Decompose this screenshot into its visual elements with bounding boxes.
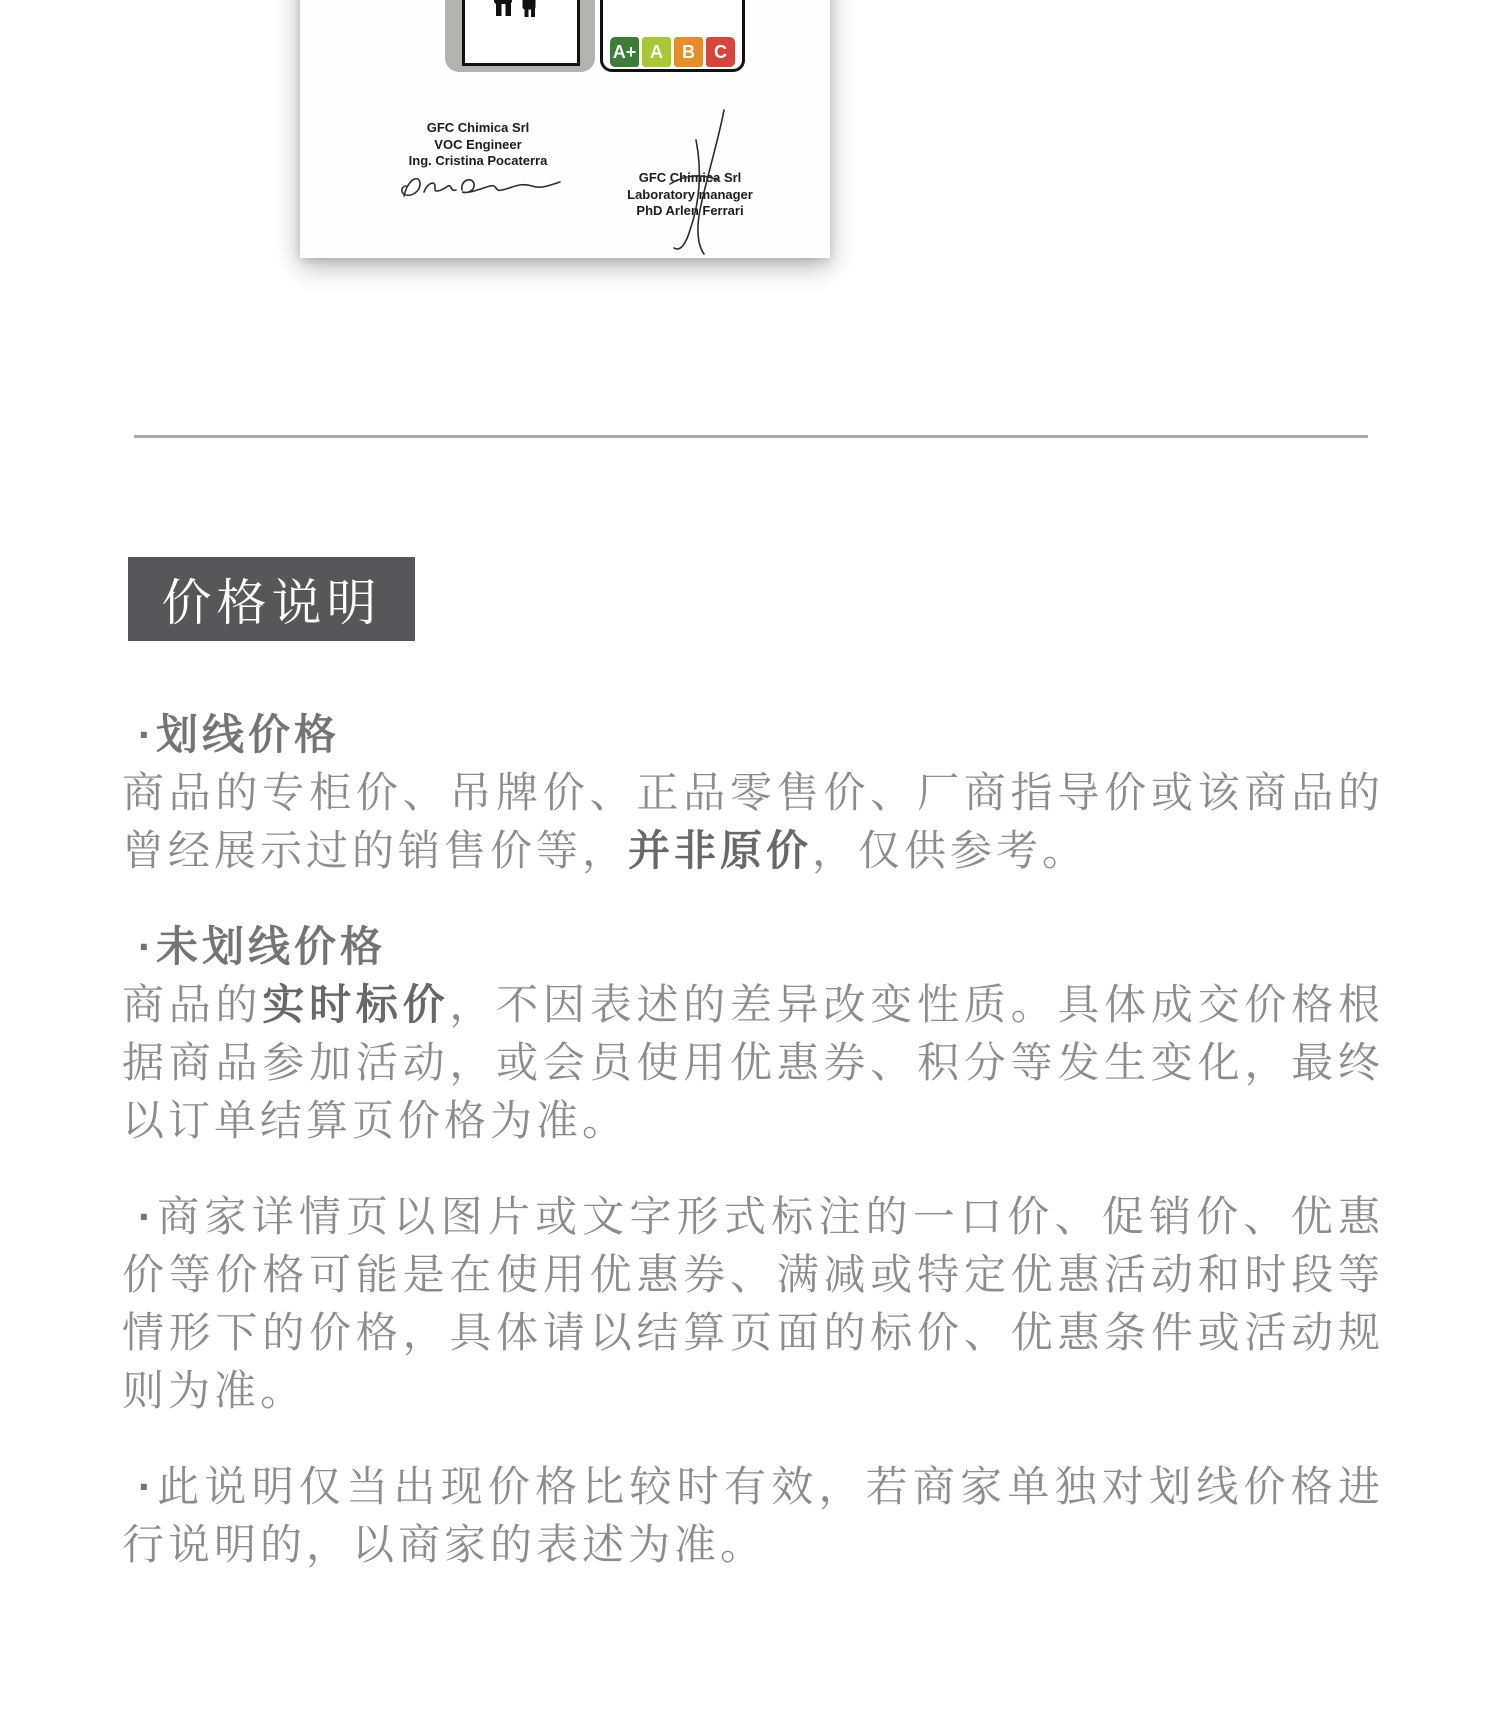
- signatory-company: GFC Chimica Srl: [426, 120, 530, 135]
- signatory-name: PhD Arlen Ferrari: [636, 203, 744, 218]
- emphasized-text: 实时标价: [262, 981, 450, 1028]
- voc-label-pictogram-box: [445, 0, 595, 72]
- section-paragraph: [122, 764, 1384, 880]
- voc-emissions-pictogram-icon: [465, 0, 577, 63]
- section-paragraph: [122, 1458, 1384, 1574]
- signatory-left: [388, 120, 568, 170]
- body-text: ，不因表述的差异改变性质。具体成交价格根据商品参加活动，或会员使用优惠券、积分等发生变化，最终以订单结算页价格为准。: [122, 981, 1384, 1144]
- body-text: 商家详情页以图片或文字形式标注的一口价、促销价、优惠价等价格可能是在使用优惠券、满减或特定优惠活动和时段等情形下的价格，具体请以结算页面的标价、优惠条件或活动规则为准。: [122, 1193, 1384, 1414]
- bullet-dot: ·: [138, 1463, 156, 1510]
- body-text: 商品的: [122, 981, 263, 1028]
- certificate-card: [300, 0, 830, 258]
- section-paragraph: [122, 1188, 1384, 1420]
- section-heading: ·未划线价格: [138, 923, 386, 970]
- voc-scale-cell: A: [642, 37, 671, 67]
- voc-pictogram-frame: [462, 0, 580, 66]
- section-heading: ·划线价格: [138, 711, 340, 758]
- voc-rating-panel: [600, 0, 745, 72]
- section-paragraph: [122, 976, 1384, 1150]
- body-text: 商品的专柜价、吊牌价、正品零售价、厂商指导价或该商品的曾经展示过的销售价等，: [122, 769, 1384, 874]
- signature-right: [640, 106, 770, 258]
- signatory-role: Laboratory manager: [627, 186, 753, 202]
- signatory-name: Ing. Cristina Pocaterra: [408, 153, 548, 168]
- voc-scale-cell: A+: [610, 37, 639, 67]
- price-sections: [122, 706, 1384, 1612]
- voc-scale-cell: B: [674, 37, 703, 67]
- body-text: ，仅供参考。: [812, 827, 1089, 874]
- bullet-dot: ·: [138, 1193, 156, 1240]
- body-text: 此说明仅当出现价格比较时有效，若商家单独对划线价格进行说明的，以商家的表述为准。: [122, 1463, 1384, 1568]
- price-notice-title: 价格说明: [128, 557, 415, 641]
- voc-scale: [610, 37, 735, 67]
- emphasized-text: 并非原价: [628, 827, 813, 874]
- signatory-role: VOC Engineer: [434, 136, 522, 152]
- voc-scale-cell: C: [706, 37, 735, 67]
- section-divider: [134, 435, 1368, 438]
- signature-left: [390, 166, 575, 214]
- signatory-company: GFC Chimica Srl: [638, 170, 742, 185]
